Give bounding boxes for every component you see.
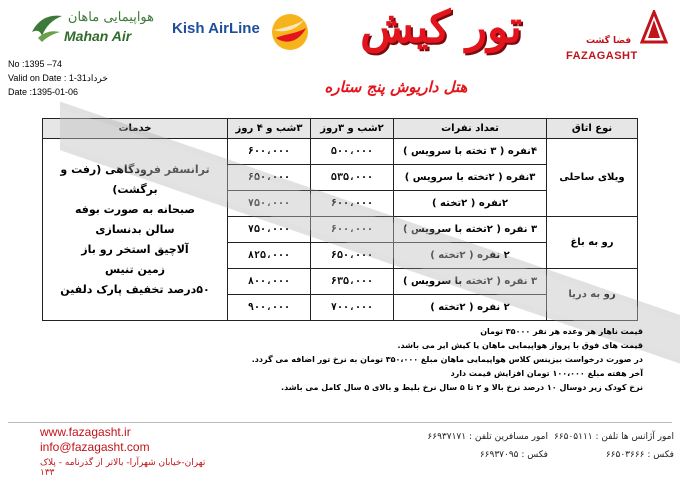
valid-on-date: Valid on Date : 1-31خرداد (8, 73, 108, 83)
price-two-nights: ۷۰۰،۰۰۰ (311, 295, 394, 321)
mahan-bird-icon (28, 10, 64, 44)
price-three-nights: ۷۵۰،۰۰۰ (228, 191, 311, 217)
service-item: آلاچیق استخر رو باز (81, 242, 189, 256)
notes (165, 325, 643, 395)
tour-title: تور کیش (360, 2, 522, 53)
room-type-cell: رو به باغ (547, 217, 638, 269)
address: تهران-خیابان شهرآرا- بالاتر از گذرنامه - پلاک ۱۳۳ (40, 458, 206, 478)
reference-number: No :1395 –74 (8, 59, 63, 69)
price-table (42, 118, 638, 321)
price-two-nights: ۵۰۰،۰۰۰ (311, 139, 394, 165)
header-three-nights: ۳شب و ۴ روز (228, 119, 311, 139)
fazagasht-fa-text: فضا گشت (586, 36, 632, 46)
price-three-nights: ۶۵۰،۰۰۰ (228, 165, 311, 191)
price-two-nights: ۶۰۰،۰۰۰ (311, 217, 394, 243)
note-item: نرخ کودک زیر دوسال ۱۰ درصد نرخ بالا و ۲ تا ۵ سال نرخ بلیط و بالای ۵ سال کامل می باشد. (281, 383, 643, 392)
fazagasht-en-text: FAZAGASHT (566, 50, 638, 62)
mahan-fa-text: هواپیمایی ماهان (67, 10, 154, 25)
price-three-nights: ۹۰۰،۰۰۰ (228, 295, 311, 321)
persons-cell: ۴نفره ( ۳ تخته با سرویس ) (394, 139, 547, 165)
agencies-fax: فکس : ۶۶۵۰۳۶۶۶ (605, 450, 674, 460)
email-link[interactable]: info@fazagasht.com (40, 440, 150, 454)
table-row (43, 139, 638, 165)
agencies-phone: امور آژانس ها تلفن : ۶۶۵۰۵۱۱۱ (553, 432, 674, 442)
sun-icon (266, 8, 314, 56)
fazagasht-triangle-icon (640, 10, 668, 44)
price-three-nights: ۸۲۵،۰۰۰ (228, 243, 311, 269)
kish-airline-logo (172, 14, 322, 54)
price-two-nights: ۶۰۰،۰۰۰ (311, 191, 394, 217)
service-item: زمین تنیس (104, 262, 166, 276)
issue-date: Date :1395-01-06 (8, 87, 79, 97)
header-persons: تعداد نفرات (394, 119, 547, 139)
price-three-nights: ۶۰۰،۰۰۰ (228, 139, 311, 165)
services-cell (43, 139, 228, 321)
persons-cell: ۲نفره ( ۲تخته ) (394, 191, 547, 217)
website-link[interactable]: www.fazagasht.ir (40, 425, 131, 439)
kish-airline-text: Kish AirLine (172, 20, 260, 37)
persons-cell: ۲ نفره ( ۲تخته ) (394, 243, 547, 269)
room-type-cell: رو به دریا (547, 269, 638, 321)
service-item: ۵۰درصد تخفیف پارک دلفین (60, 282, 210, 296)
persons-cell: ۳ نفره ( ۲تخته با سرویس ) (394, 269, 547, 295)
room-type-cell: ویلای ساحلی (547, 139, 638, 217)
price-two-nights: ۶۵۰،۰۰۰ (311, 243, 394, 269)
header-two-nights: ۲شب و ۳روز (311, 119, 394, 139)
note-item: قیمت های فوق با پرواز هواپیمایی ماهان یا کیش ایر می باشد. (397, 341, 643, 350)
service-item: سالن بدنسازی (95, 222, 175, 236)
price-two-nights: ۶۳۵،۰۰۰ (311, 269, 394, 295)
note-item: در صورت درخواست بیزینس کلاس هواپیمایی ماهان مبلغ ۳۵۰،۰۰۰ تومان به نرخ تور اضافه می گردد. (251, 355, 643, 364)
mahan-en-text: Mahan Air (64, 28, 132, 44)
persons-cell: ۲ نفره ( ۲تخته ) (394, 295, 547, 321)
persons-cell: ۳ نفره ( ۲تخته با سرویس ) (394, 217, 547, 243)
mahan-air-logo (22, 6, 162, 48)
fazagasht-logo (560, 8, 670, 68)
note-item: آخر هفته مبلغ ۱۰۰،۰۰۰ تومان افزایش قیمت دارد (450, 369, 643, 378)
service-item: صبحانه به صورت بوفه (74, 202, 196, 216)
passengers-phone: امور مسافرین تلفن : ۶۶۹۳۷۱۷۱ (427, 432, 548, 442)
hotel-name: هتل داریوش پنج ستاره (324, 78, 468, 96)
passengers-fax: فکس : ۶۶۹۳۷۰۹۵ (479, 450, 548, 460)
price-three-nights: ۷۵۰،۰۰۰ (228, 217, 311, 243)
header-room-type: نوع اتاق (547, 119, 638, 139)
note-item: قیمت ناهار هر وعده هر نفر ۳۵۰۰۰ تومان (480, 327, 643, 336)
header-services: خدمات (43, 119, 228, 139)
table-header-row (43, 119, 638, 139)
price-three-nights: ۸۰۰،۰۰۰ (228, 269, 311, 295)
persons-cell: ۳نفره ( ۲تخته با سرویس ) (394, 165, 547, 191)
footer-divider (8, 422, 672, 423)
price-two-nights: ۵۳۵،۰۰۰ (311, 165, 394, 191)
service-item: ترانسفر فرودگاهی (رفت و برگشت) (60, 162, 210, 196)
